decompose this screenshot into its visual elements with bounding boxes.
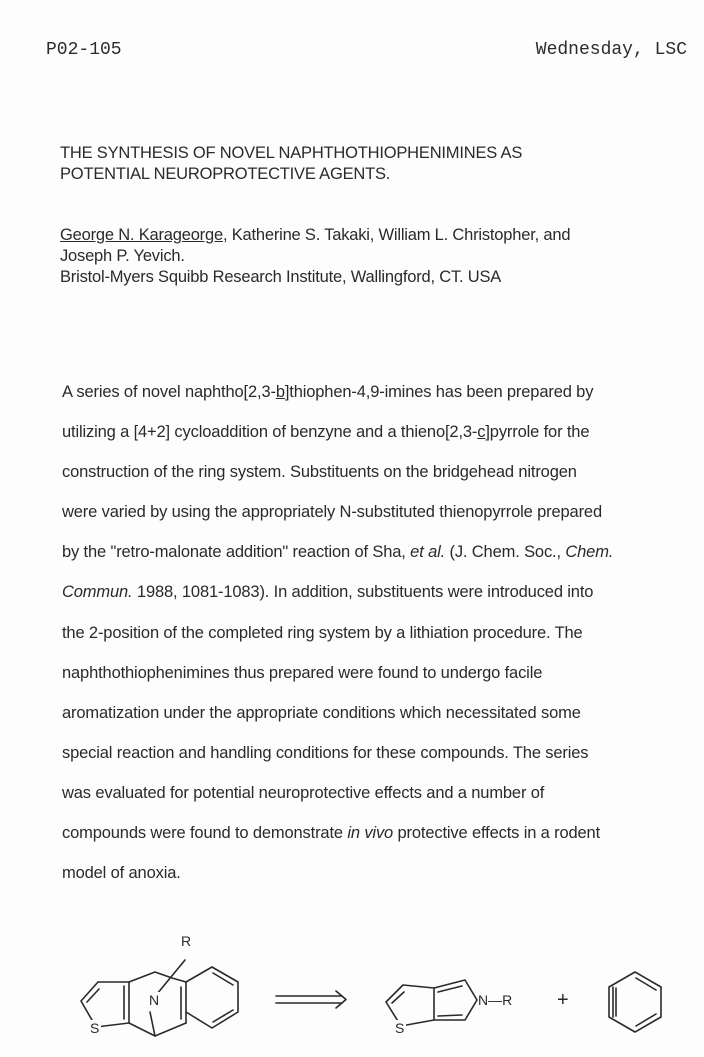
title-line-2: POTENTIAL NEUROPROTECTIVE AGENTS.: [60, 165, 391, 183]
author-line-2: Joseph P. Yevich.: [60, 247, 185, 265]
abstract-line: [62, 813, 692, 853]
text: in vivo: [347, 824, 394, 843]
sulfur-label: S: [90, 1020, 100, 1036]
text: (J. Chem. Soc.,: [445, 543, 566, 562]
abstract-line: construction of the ring system. Substituents on the bridgehead nitrogen: [62, 463, 577, 482]
text: by the "retro-malonate addition" reaction of Sha,: [62, 543, 411, 562]
abstract-line: [62, 572, 692, 612]
session-label: Wednesday, LSC: [535, 40, 687, 60]
benzyne-structure: [609, 972, 661, 1032]
r-group-label: R: [181, 933, 192, 949]
co-authors: , Katherine S. Takaki, William L. Christopher, and: [222, 226, 571, 244]
abstract-title: [60, 143, 522, 185]
text: A series of novel naphtho[2,3-: [62, 383, 276, 401]
text: utilizing a [4+2] cycloaddition of benzyne and a thieno[2,3-: [62, 423, 478, 442]
affiliation: Bristol-Myers Squibb Research Institute, Wallingford, CT. USA: [60, 268, 502, 286]
text: 1988, 1081-1083). In addition, substituents were introduced into: [132, 583, 594, 602]
abstract-line: [62, 412, 692, 452]
abstract-line: model of anoxia.: [62, 864, 181, 883]
poster-id: P02-105: [46, 40, 122, 60]
abstract-body: [62, 372, 692, 893]
text: ]thiophen-4,9-imines has been prepared by: [284, 383, 594, 401]
retrosynthesis-scheme: [0, 920, 704, 1057]
retrosynthesis-arrow-icon: [276, 991, 346, 1008]
abstract-line: naphthothiophenimines thus prepared were found to undergo facile: [62, 663, 543, 682]
abstract-line: the 2-position of the completed ring system by a lithiation procedure. The: [62, 623, 583, 642]
text: Chem.: [565, 543, 614, 562]
abstract-line: was evaluated for potential neuroprotective effects and a number of: [62, 783, 545, 802]
nitrogen-label: N: [149, 992, 160, 1008]
author-block: [60, 225, 570, 288]
title-line-1: THE SYNTHESIS OF NOVEL NAPHTHOTHIOPHENIMINES AS: [60, 144, 523, 162]
presenting-author: George N. Karageorge: [60, 226, 223, 244]
author-line-1: [60, 225, 570, 246]
abstract-line: were varied by using the appropriately N-substituted thienopyrrole prepared: [62, 503, 602, 522]
n-r-label: N—R: [478, 992, 513, 1008]
plus-sign: +: [557, 989, 569, 1011]
abstract-line: [62, 532, 692, 572]
text: c: [477, 423, 486, 442]
abstract-line: [62, 372, 692, 412]
text: protective effects in a rodent: [393, 824, 601, 843]
text: et al.: [410, 543, 446, 562]
abstract-line: special reaction and handling conditions for these compounds. The series: [62, 743, 589, 762]
text: b: [275, 383, 285, 401]
abstract-line: aromatization under the appropriate conditions which necessitated some: [62, 703, 581, 722]
sulfur-label: S: [395, 1020, 405, 1036]
text: ]pyrrole for the: [485, 423, 590, 442]
text: Commun.: [62, 583, 133, 602]
text: compounds were found to demonstrate: [62, 824, 348, 843]
